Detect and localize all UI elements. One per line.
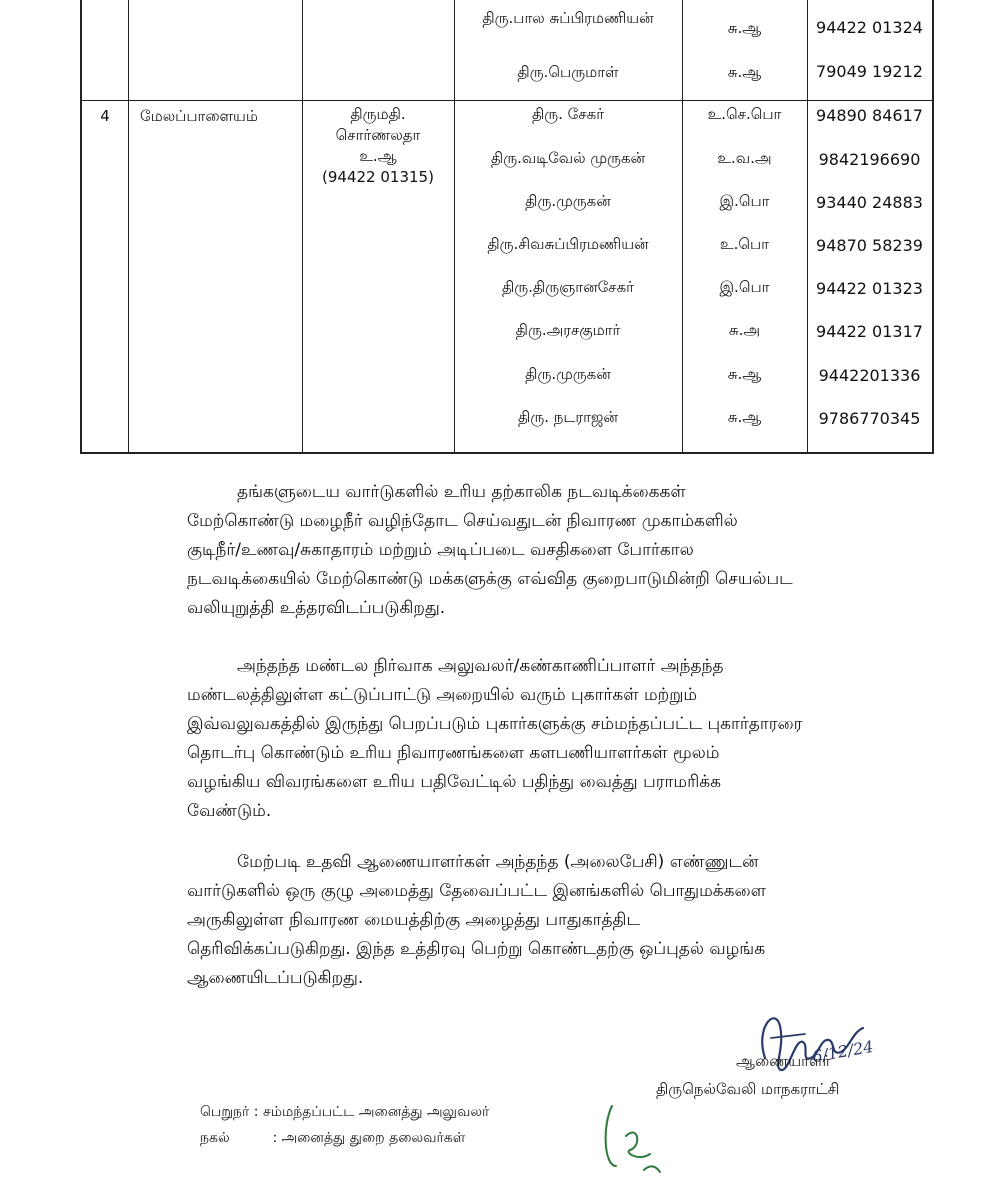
staff-name: திரு.திருஞானசேகர் xyxy=(501,278,635,296)
paragraph-line: வார்டுகளில் ஒரு குழு அமைத்து தேவைப்பட்ட இனங்களில் பொதுமக்களை xyxy=(187,881,766,901)
staff-designation: சு.ஆ xyxy=(727,365,762,383)
staff-name: திரு.அரசகுமார் xyxy=(515,321,621,339)
staff-phone: 79049 19212 xyxy=(816,62,923,81)
staff-phone: 94870 58239 xyxy=(816,236,923,255)
table-divider xyxy=(302,0,303,452)
staff-name: திரு.முருகன் xyxy=(525,365,611,383)
paragraph-line: தங்களுடைய வார்டுகளில் உரிய தற்காலிக நடவடிக்கைகள் xyxy=(237,482,686,502)
paragraph-line: இவ்வலுவகத்தில் இருந்து பெறப்படும் புகார்களுக்கு சம்மந்தப்பட்ட புகார்தாரரை xyxy=(187,714,803,734)
staff-phone: 94422 01324 xyxy=(816,18,923,37)
staff-name: திரு.வடிவேல் முருகன் xyxy=(490,149,646,167)
signatory-office: திருநெல்வேலி மாநகராட்சி xyxy=(656,1080,840,1098)
staff-name: திரு.பால சுப்பிரமணியன் xyxy=(482,9,654,27)
staff-phone: 94890 84617 xyxy=(816,106,923,125)
green-initials xyxy=(598,1096,678,1181)
staff-designation: சு.அ xyxy=(728,321,761,339)
staff-name: திரு.பெருமாள் xyxy=(517,63,619,81)
to-value: சம்மந்தப்பட்ட அனைத்து அலுவலர் xyxy=(262,1104,490,1120)
paragraph-line: நடவடிக்கையில் மேற்கொண்டு மக்களுக்கு எவ்வித குறைபாடுமின்றி செயல்பட xyxy=(187,569,793,589)
paragraph-complaints xyxy=(187,652,870,826)
paragraph-line: மண்டலத்திலுள்ள கட்டுப்பாட்டு அறையில் வரும் புகார்கள் மற்றும் xyxy=(187,685,698,705)
staff-name: திரு.முருகன் xyxy=(525,192,611,210)
recipient-line xyxy=(200,1104,489,1122)
paragraph-line: தொடர்பு கொண்டும் உரிய நிவாரணங்களை களபணியாளர்கள் மூலம் xyxy=(187,743,720,763)
paragraph-line: ஆணையிடப்படுகிறது. xyxy=(187,968,364,988)
paragraph-relief-measures xyxy=(187,478,870,623)
staff-phone: 9442201336 xyxy=(818,366,921,385)
staff-designation: இ.பொ xyxy=(719,192,770,210)
staff-designation: சு.ஆ xyxy=(727,63,762,81)
staff-phone: 94422 01323 xyxy=(816,279,923,298)
staff-designation: உ.பொ xyxy=(719,235,770,253)
paragraph-line: குடிநீர்/உணவு/சுகாதாரம் மற்றும் அடிப்படை வசதிகளை போர்கால xyxy=(187,540,694,560)
table-row-divider xyxy=(82,100,932,101)
staff-name: திரு.சிவசுப்பிரமணியன் xyxy=(487,235,649,253)
paragraph-line: தெரிவிக்கப்படுகிறது. இந்த உத்திரவு பெற்று கொண்டதற்கு ஒப்புதல் வழங்க xyxy=(187,939,766,959)
zonal-officer xyxy=(302,104,454,188)
zone-name: மேலப்பாளையம் xyxy=(140,107,258,125)
signature-date: 6/12/24 xyxy=(810,1036,875,1067)
staff-table xyxy=(80,0,934,454)
to-label: பெறுநர் : xyxy=(200,1104,259,1120)
staff-designation: சு.ஆ xyxy=(727,19,762,37)
paragraph-line: மேற்கொண்டு மழைநீர் வழிந்தோட செய்வதுடன் நிவாரண முகாம்களில் xyxy=(187,511,738,531)
paragraph-line: வலியுறுத்தி உத்தரவிடப்படுகிறது. xyxy=(187,598,446,618)
paragraph-line: அருகிலுள்ள நிவாரண மையத்திற்கு அழைத்து பாதுகாத்திட xyxy=(187,910,640,930)
staff-phone: 9842196690 xyxy=(818,150,921,169)
staff-designation: இ.பொ xyxy=(719,278,770,296)
paragraph-line: வேண்டும். xyxy=(187,801,272,821)
paragraph-line: மேற்படி உதவி ஆணையாளர்கள் அந்தந்த (அலைபேசி) எண்ணுடன் xyxy=(237,852,759,872)
serial-number: 4 xyxy=(100,107,110,125)
staff-designation: உ.வ.அ xyxy=(717,149,772,167)
staff-phone: 9786770345 xyxy=(818,409,921,428)
signatory-title: ஆணையாளர் xyxy=(736,1052,831,1070)
staff-phone: 94422 01317 xyxy=(816,322,923,341)
staff-designation: சு.ஆ xyxy=(727,408,762,426)
staff-name: திரு. சேகர் xyxy=(531,105,605,123)
officer-line: திருமதி. xyxy=(350,105,406,123)
copy-line xyxy=(200,1130,465,1148)
table-divider xyxy=(128,0,129,452)
copy-value: : அனைத்து துறை தலைவர்கள் xyxy=(272,1130,466,1146)
officer-line: (94422 01315) xyxy=(322,168,434,186)
paragraph-committee xyxy=(187,848,870,993)
officer-line: உ.ஆ xyxy=(359,147,397,165)
paragraph-line: வழங்கிய விவரங்களை உரிய பதிவேட்டில் பதிந்து வைத்து பராமரிக்க xyxy=(187,772,722,792)
staff-name: திரு. நடராஜன் xyxy=(518,408,618,426)
staff-phone: 93440 24883 xyxy=(816,193,923,212)
copy-label: நகல் xyxy=(200,1130,230,1146)
paragraph-line: அந்தந்த மண்டல நிர்வாக அலுவலர்/கண்காணிப்பாளர் அந்தந்த xyxy=(237,656,724,676)
staff-designation: உ.செ.பொ xyxy=(707,105,782,123)
officer-line: சொர்ணலதா xyxy=(335,126,421,144)
